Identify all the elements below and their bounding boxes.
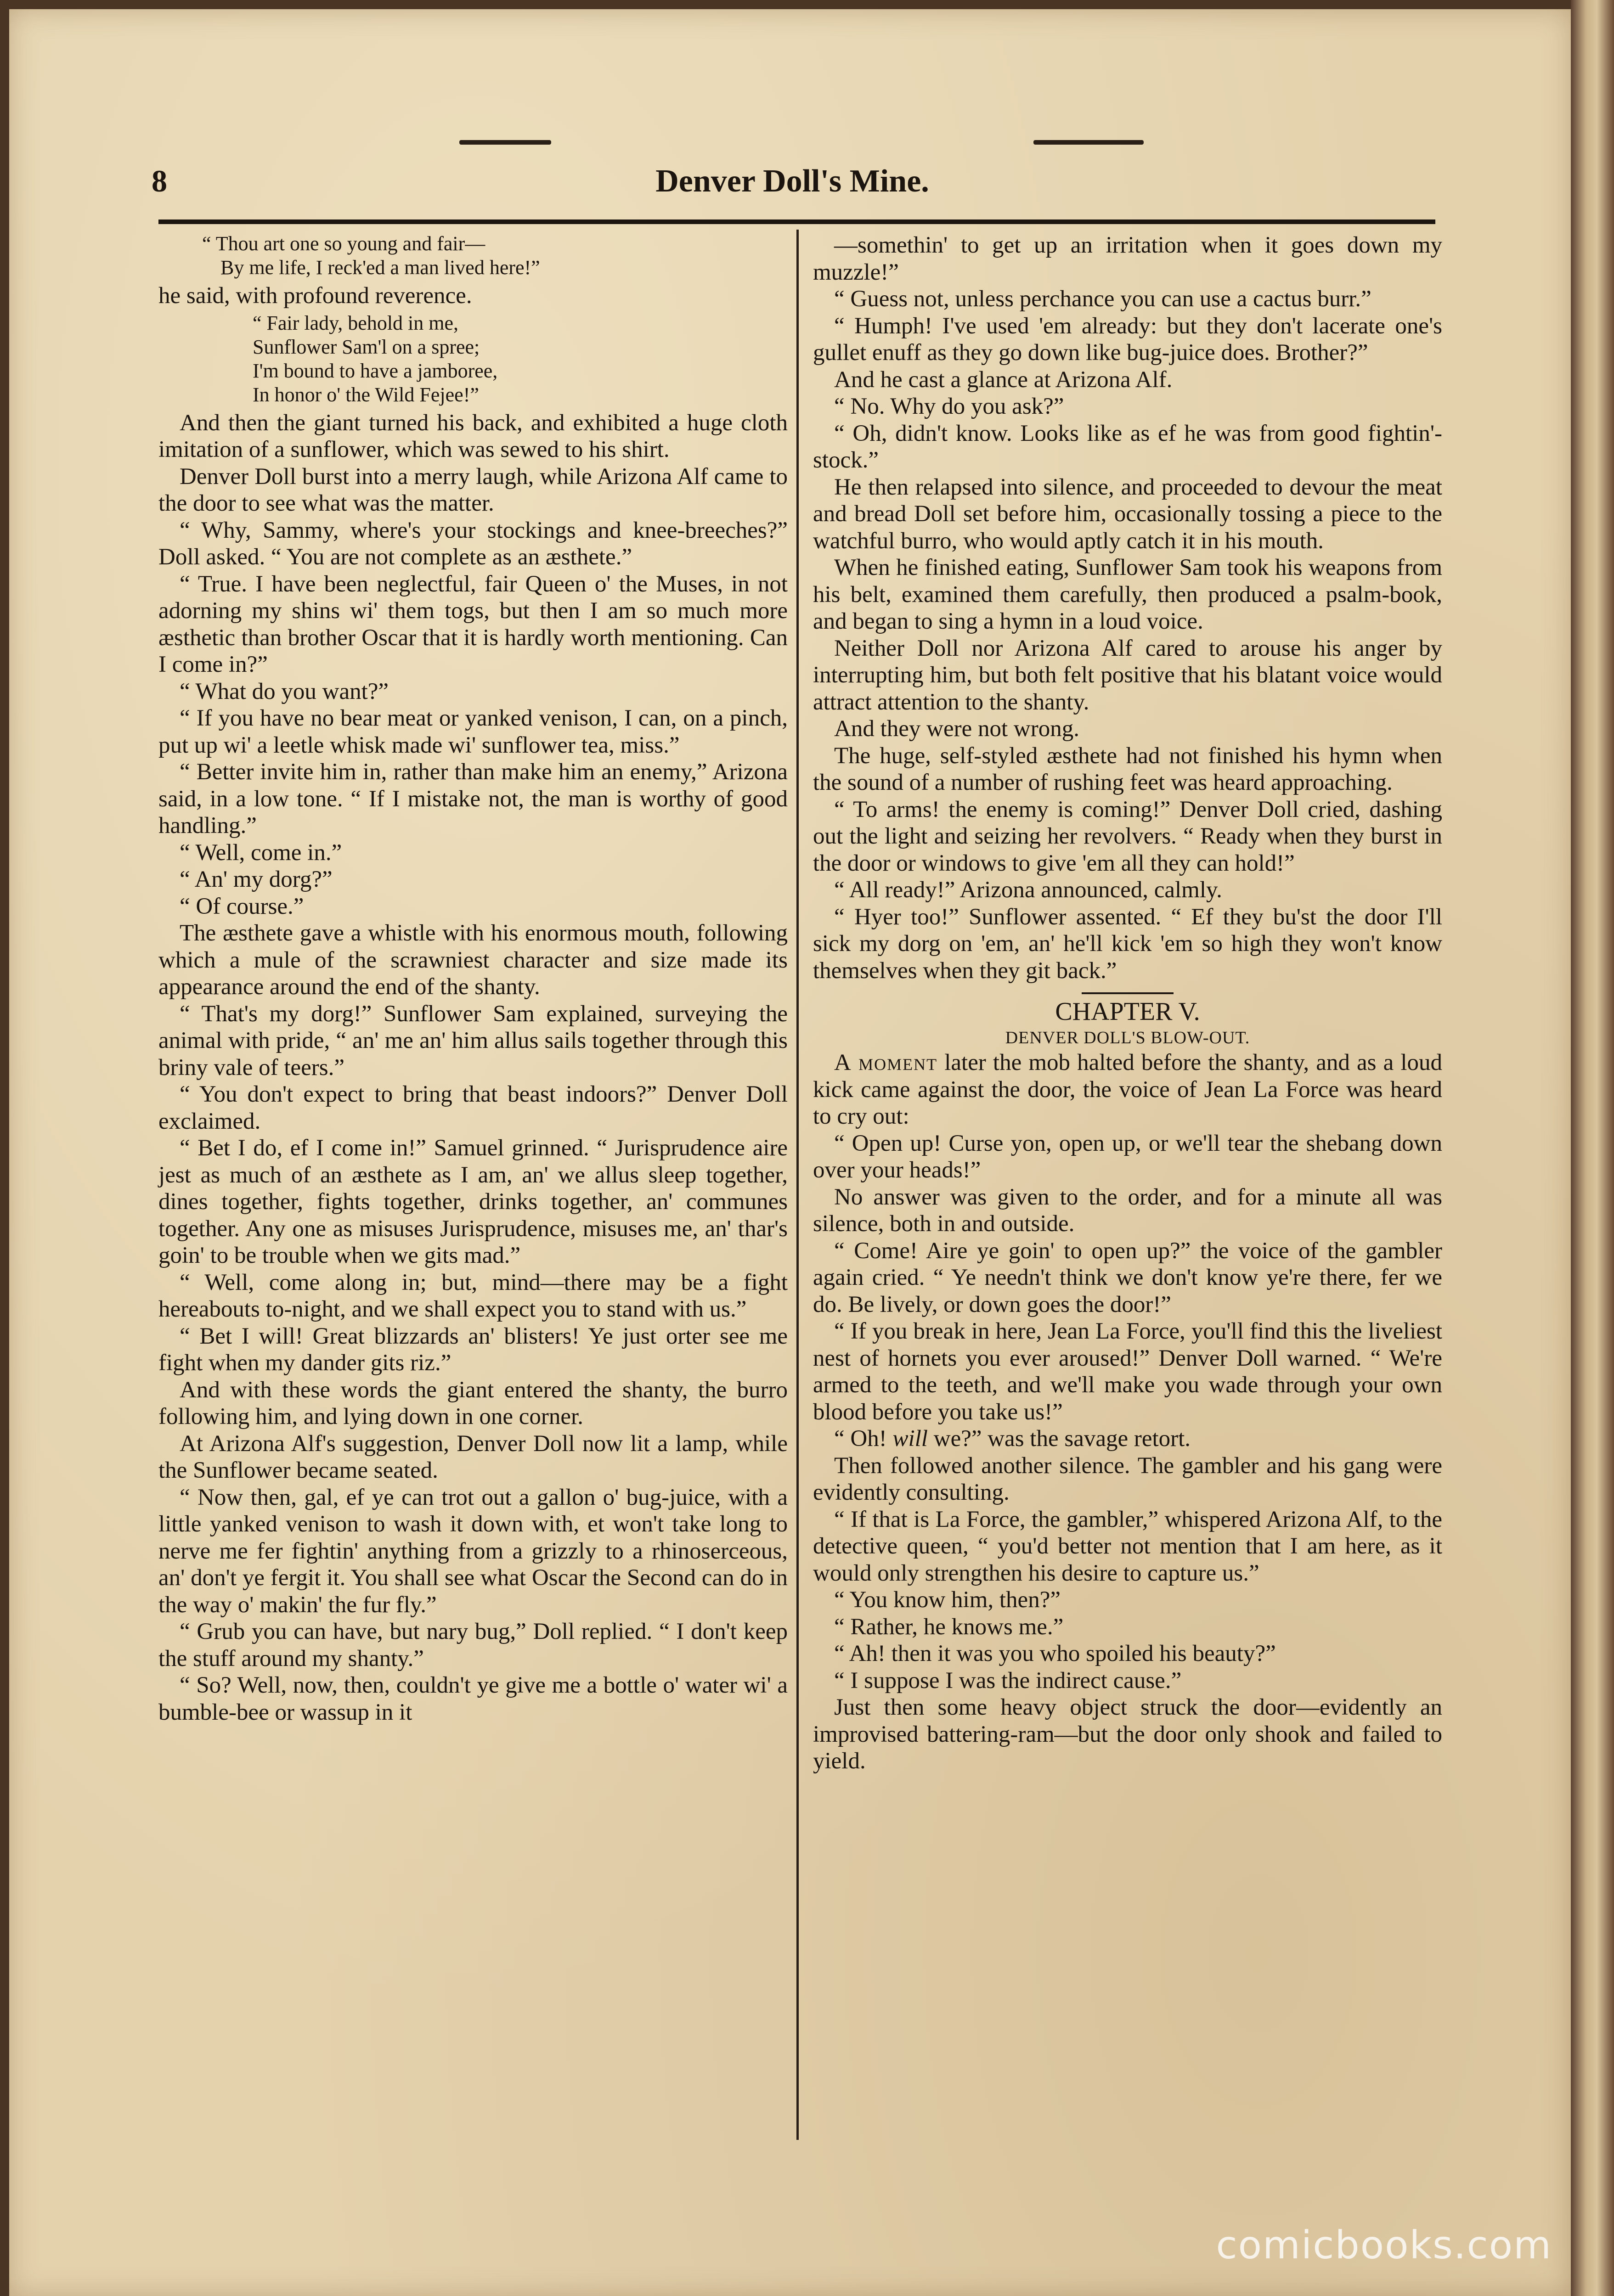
body-paragraph: “ An' my dorg?” xyxy=(180,867,333,892)
body-paragraph: “ Of course.” xyxy=(180,893,304,919)
body-paragraph: “ Well, come along in; but, mind—there may be a fight hereabouts to-night, and we shall expect you to stand with us.” xyxy=(158,1269,788,1322)
chapter-rule xyxy=(1082,992,1174,994)
verse-line: In honor o' the Wild Fejee!” xyxy=(253,383,479,406)
body-paragraph: The æsthete gave a whistle with his enormous mouth, following which a mule of the scrawniest character and size made its appearance around the end of the shanty. xyxy=(158,920,788,1000)
body-paragraph: “ Humph! I've used 'em already: but they don't lacerate one's gullet enuff as they go down like bug-juice does. Brother?” xyxy=(813,313,1442,366)
body-paragraph: And then the giant turned his back, and exhibited a huge cloth imitation of a sunflower, which was sewed to his shirt. xyxy=(158,410,788,462)
body-paragraph: At Arizona Alf's suggestion, Denver Doll now lit a lamp, while the Sunflower became seated. xyxy=(158,1430,788,1483)
body-paragraph: “ To arms! the enemy is coming!” Denver Doll cried, dashing out the light and seizing her revolvers. “ Ready when they burst in the door or windows to give 'em all they can hold!” xyxy=(813,796,1442,876)
page-header xyxy=(152,163,1433,218)
body-paragraph xyxy=(813,1425,1442,1452)
body-paragraph: “ If that is La Force, the gambler,” whispered Arizona Alf, to the detective queen, “ you'd better not mention that I am here, as it would only strengthen his desire to capture us.” xyxy=(813,1506,1442,1586)
body-paragraph: Then followed another silence. The gambler and his gang were evidently consulting. xyxy=(813,1452,1442,1505)
body-paragraph: “ What do you want?” xyxy=(180,678,389,704)
right-column xyxy=(813,232,1442,1775)
text-run: we?” was the savage retort. xyxy=(927,1426,1191,1452)
body-paragraph: “ Better invite him in, rather than make him an enemy,” Arizona said, in a low tone. “ If I mistake not, the man is worthy of good handling.” xyxy=(158,759,788,838)
body-paragraph: “ Well, come in.” xyxy=(180,839,342,866)
body-paragraph: “ Come! Aire ye goin' to open up?” the voice of the gambler again cried. “ Ye needn't think we don't know ye're there, fer we do. Be lively, or down goes the door!” xyxy=(813,1238,1442,1317)
body-paragraph: Neither Doll nor Arizona Alf cared to arouse his anger by interrupting him, but both felt positive that his blatant voice would attract attention to the shanty. xyxy=(813,635,1442,715)
body-paragraph: “ No. Why do you ask?” xyxy=(834,394,1064,419)
body-paragraph: The huge, self-styled æsthete had not finished his hymn when the sound of a number of rushing feet was heard approaching. xyxy=(813,743,1442,795)
body-paragraph: “ You know him, then?” xyxy=(834,1587,1061,1613)
body-paragraph: “ Rather, he knows me.” xyxy=(834,1614,1064,1640)
page-number: 8 xyxy=(152,163,167,198)
body-paragraph: “ So? Well, now, then, couldn't ye give me a bottle o' water wi' a bumble-bee or wassup in it xyxy=(158,1672,788,1725)
body-paragraph: Just then some heavy object struck the door—evidently an improvised battering-ram—but the door only shook and failed to yield. xyxy=(813,1694,1442,1774)
body-paragraph: “ I suppose I was the indirect cause.” xyxy=(834,1667,1182,1694)
body-paragraph: “ Oh, didn't know. Looks like as ef he was from good fightin'-stock.” xyxy=(813,420,1442,473)
left-paragraph-list xyxy=(158,410,788,1726)
body-paragraph: “ Grub you can have, but nary bug,” Doll replied. “ I don't keep the stuff around my shanty.” xyxy=(158,1619,788,1671)
body-paragraph: Denver Doll burst into a merry laugh, while Arizona Alf came to the door to see what was the matter. xyxy=(158,463,788,516)
body-paragraph: No answer was given to the order, and for a minute all was silence, both in and outside. xyxy=(813,1184,1442,1237)
verse-stanza-2 xyxy=(158,311,788,407)
body-paragraph: “ If you have no bear meat or yanked venison, I can, on a pinch, put up wi' a leetle whisk made wi' sunflower tea, miss.” xyxy=(158,705,788,758)
lead-small-caps: A moment xyxy=(834,1050,938,1075)
verse-line: “ Thou art one so young and fair— xyxy=(202,232,485,255)
right-paragraph-list-c xyxy=(813,1452,1442,1775)
verse-line: “ Fair lady, behold in me, xyxy=(253,311,459,334)
body-paragraph: —somethin' to get up an irritation when it goes down my muzzle!” xyxy=(813,232,1442,285)
adjacent-page-edge xyxy=(1571,0,1614,2296)
chapter-subtitle: DENVER DOLL'S BLOW-OUT. xyxy=(1005,1028,1250,1047)
verse-line: I'm bound to have a jamboree, xyxy=(253,359,498,382)
left-column xyxy=(158,232,788,1726)
chapter-lead-paragraph xyxy=(813,1049,1442,1130)
body-paragraph: “ All ready!” Arizona announced, calmly. xyxy=(834,877,1222,903)
top-ornament-dash xyxy=(459,140,551,145)
body-paragraph: He then relapsed into silence, and proceeded to devour the meat and bread Doll set before him, occasionally tossing a piece to the watchful burro, who would aptly catch it in his mouth. xyxy=(813,474,1442,554)
body-paragraph: And he cast a glance at Arizona Alf. xyxy=(834,366,1173,393)
body-paragraph: “ Now then, gal, ef ye can trot out a gallon o' bug-juice, with a little yanked venison to wash it down with, et won't take long to nerve me fer fightin' anything from a grizzly to a rhinoserceous, an' don't ye fergit it. You shall see what Oscar the Second can do in the way o' makin' the fur fly.” xyxy=(158,1484,788,1618)
verse-line: Sunflower Sam'l on a spree; xyxy=(253,335,480,358)
body-paragraph: “ Hyer too!” Sunflower assented. “ Ef they bu'st the door I'll sick my dorg on 'em, an' he'll kick 'em so high they won't know themselves when they git back.” xyxy=(813,904,1442,984)
body-paragraph: he said, with profound reverence. xyxy=(158,283,472,309)
body-paragraph: When he finished eating, Sunflower Sam took his weapons from his belt, examined them carefully, then produced a psalm-book, and began to sing a hymn in a loud voice. xyxy=(813,555,1442,634)
chapter-title: CHAPTER V. xyxy=(1055,997,1200,1026)
body-paragraph: “ Open up! Curse yon, open up, or we'll tear the shebang down over your heads!” xyxy=(813,1130,1442,1183)
body-paragraph: “ Ah! then it was you who spoiled his beauty?” xyxy=(834,1641,1276,1666)
italic-word: will xyxy=(892,1426,928,1452)
top-ornament-dash xyxy=(1033,140,1144,145)
watermark: comicbooks.com xyxy=(1216,2223,1552,2268)
body-paragraph: “ Bet I will! Great blizzards an' blisters! Ye just orter see me fight when my dander gits riz.” xyxy=(158,1323,788,1376)
body-paragraph: “ Bet I do, ef I come in!” Samuel grinned. “ Jurisprudence aire jest as much of an æsthete as I am, an' we allus sleep together, dines together, fights together, drinks together, an' communes together. Any one as misuses Jurisprudence, misuses me, an' thar's goin' to be trouble when we gits mad.” xyxy=(158,1135,788,1268)
body-paragraph: And they were not wrong. xyxy=(834,716,1079,742)
verse-line: By me life, I reck'ed a man lived here!” xyxy=(220,256,540,279)
right-paragraph-list-b xyxy=(813,1130,1442,1426)
body-paragraph: “ Guess not, unless perchance you can use a cactus burr.” xyxy=(834,286,1371,312)
body-paragraph: “ You don't expect to bring that beast indoors?” Denver Doll exclaimed. xyxy=(158,1081,788,1134)
body-paragraph: “ That's my dorg!” Sunflower Sam explained, surveying the animal with pride, “ an' me an' him allus sails together through this briny vale of teers.” xyxy=(158,1001,788,1080)
text-run: “ Oh! xyxy=(834,1426,893,1452)
running-title: Denver Doll's Mine. xyxy=(655,163,929,199)
lead-rest: later the mob halted before the shanty, and as a loud kick came against the door, the voice of Jean La Force was heard to cry out: xyxy=(813,1050,1442,1129)
body-paragraph: “ True. I have been neglectful, fair Queen o' the Muses, in not adorning my shins wi' them togs, but then I am so much more æsthetic than brother Oscar that it is hardly worth mentioning. Can I come in?” xyxy=(158,571,788,677)
column-divider xyxy=(796,230,799,2140)
verse-stanza-1 xyxy=(158,232,788,280)
right-paragraph-list-a xyxy=(813,232,1442,984)
body-paragraph: And with these words the giant entered the shanty, the burro following him, and lying down in one corner. xyxy=(158,1377,788,1429)
body-paragraph: “ Why, Sammy, where's your stockings and knee-breeches?” Doll asked. “ You are not complete as an æsthete.” xyxy=(158,517,788,570)
body-paragraph: “ If you break in here, Jean La Force, you'll find this the liveliest nest of hornets you ever aroused!” Denver Doll warned. “ We're armed to the teeth, and we'll make you wade through your own blood before you take us!” xyxy=(813,1318,1442,1425)
header-rule xyxy=(158,219,1435,224)
